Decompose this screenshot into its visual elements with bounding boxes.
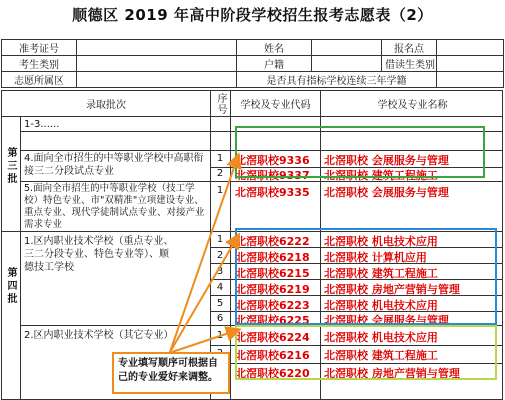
- batch4-row1: 1.区内职业技术学校（重点专业、三二分段专业、特色专业等）、顺德技工学校: [24, 236, 174, 273]
- name-cell[interactable]: 北滘职校 建筑工程施工: [324, 267, 438, 280]
- label-district: 志愿所属区: [2, 72, 77, 88]
- label-three-year-status: 是否具有指标学校连续三年学籍: [237, 72, 437, 88]
- header-batch: 录取批次: [86, 100, 126, 111]
- tip-callout: 专业填写顺序可根据自己的专业爱好来调整。: [112, 352, 230, 394]
- label-candidate-type: 考生类别: [2, 56, 77, 72]
- code-cell[interactable]: 北滘职校6220: [235, 367, 310, 380]
- seq: 1: [216, 330, 224, 341]
- seq: 5: [216, 298, 224, 309]
- name-cell[interactable]: 北滘职校 建筑工程施工: [324, 169, 438, 182]
- seq: 3: [216, 266, 224, 277]
- exam-number-field[interactable]: [77, 40, 237, 56]
- name-cell[interactable]: 北滘职校 机电技术应用: [324, 299, 438, 312]
- name-cell[interactable]: 北滘职校 房地产营销与管理: [324, 283, 460, 296]
- name-cell[interactable]: 北滘职校 会展服务与管理: [324, 154, 449, 167]
- code-cell[interactable]: 北滘职校6215: [235, 267, 310, 280]
- district-field[interactable]: [77, 72, 237, 88]
- code-cell[interactable]: 北滘职校6216: [235, 349, 310, 362]
- code-cell[interactable]: 北滘职校6225: [235, 314, 310, 327]
- candidate-type-field[interactable]: [77, 56, 237, 72]
- seq: 6: [216, 313, 224, 324]
- name-field[interactable]: [312, 40, 382, 56]
- seq: 4: [216, 282, 224, 293]
- table-row: [2, 40, 504, 56]
- code-cell[interactable]: 北滘职校9337: [235, 169, 310, 182]
- page-title: 顺德区 2019 年高中阶段学校招生报考志愿表（2）: [72, 6, 433, 24]
- header-code: 学校及专业代码: [230, 91, 320, 116]
- seq: 2: [216, 168, 224, 179]
- label-exam-number: 准考证号: [2, 40, 77, 56]
- name-cell[interactable]: 北滘职校 计算机应用: [324, 251, 427, 264]
- name-cell[interactable]: 北滘职校 机电技术应用: [324, 331, 438, 344]
- name-cell[interactable]: 北滘职校 会展服务与管理: [324, 314, 449, 327]
- name-cell[interactable]: 北滘职校 建筑工程施工: [324, 349, 438, 362]
- table-row: [2, 72, 504, 88]
- code-cell[interactable]: 北滘职校6222: [235, 235, 310, 248]
- name-cell[interactable]: 北滘职校 房地产营销与管理: [324, 367, 460, 380]
- household-field[interactable]: [312, 56, 382, 72]
- batch3-row1: 1-3......: [24, 119, 60, 130]
- name-cell[interactable]: 北滘职校 机电技术应用: [324, 235, 438, 248]
- label-household: 户籍: [237, 56, 312, 72]
- label-registration-site: 报名点: [382, 40, 437, 56]
- header-seq: [210, 91, 230, 116]
- code-cell[interactable]: 北滘职校6223: [235, 299, 310, 312]
- table-row: [2, 56, 504, 72]
- seq: 1: [216, 185, 224, 196]
- code-cell[interactable]: 北滘职校9336: [235, 154, 310, 167]
- highlight-box-batch4-group2: [235, 325, 497, 380]
- code-cell[interactable]: 北滘职校6219: [235, 283, 310, 296]
- name-cell[interactable]: 北滘职校 会展服务与管理: [324, 186, 449, 199]
- label-name: 姓名: [237, 40, 312, 56]
- batch3-row5: 5.面向全市招生的中等职业学校（技工学校）特色专业、市"双精准"立项建设专业、重点专业、现代学徒制试点专业、对接产业需求专业: [24, 183, 205, 230]
- registration-site-field[interactable]: [437, 40, 504, 56]
- three-year-status-field[interactable]: [437, 72, 504, 88]
- visiting-type-field[interactable]: [437, 56, 504, 72]
- header-seq-text: 序号: [215, 92, 226, 115]
- label-visiting-type: 借读生类别: [382, 56, 437, 72]
- seq: 1: [216, 234, 224, 245]
- highlight-box-batch4-group1: [235, 228, 497, 325]
- seq: 2: [216, 250, 224, 261]
- batch4-label: 第四批: [5, 267, 16, 306]
- batch3-label: 第三批: [5, 147, 16, 186]
- choice-table-header: [1, 90, 503, 116]
- highlight-box-batch3: [235, 126, 485, 178]
- batch4-row2: 2.区内职业技术学校（其它专业）: [24, 330, 174, 341]
- code-cell[interactable]: 北滘职校6218: [235, 251, 310, 264]
- code-cell[interactable]: 北滘职校9335: [235, 186, 310, 199]
- batch3-row4: 4.面向全市招生的中等职业学校中高职衔接三二分段试点专业: [24, 153, 204, 177]
- code-cell[interactable]: 北滘职校6224: [235, 331, 310, 344]
- header-name: 学校及专业名称: [320, 91, 504, 116]
- applicant-info-table: [1, 39, 504, 88]
- seq: 1: [216, 153, 224, 164]
